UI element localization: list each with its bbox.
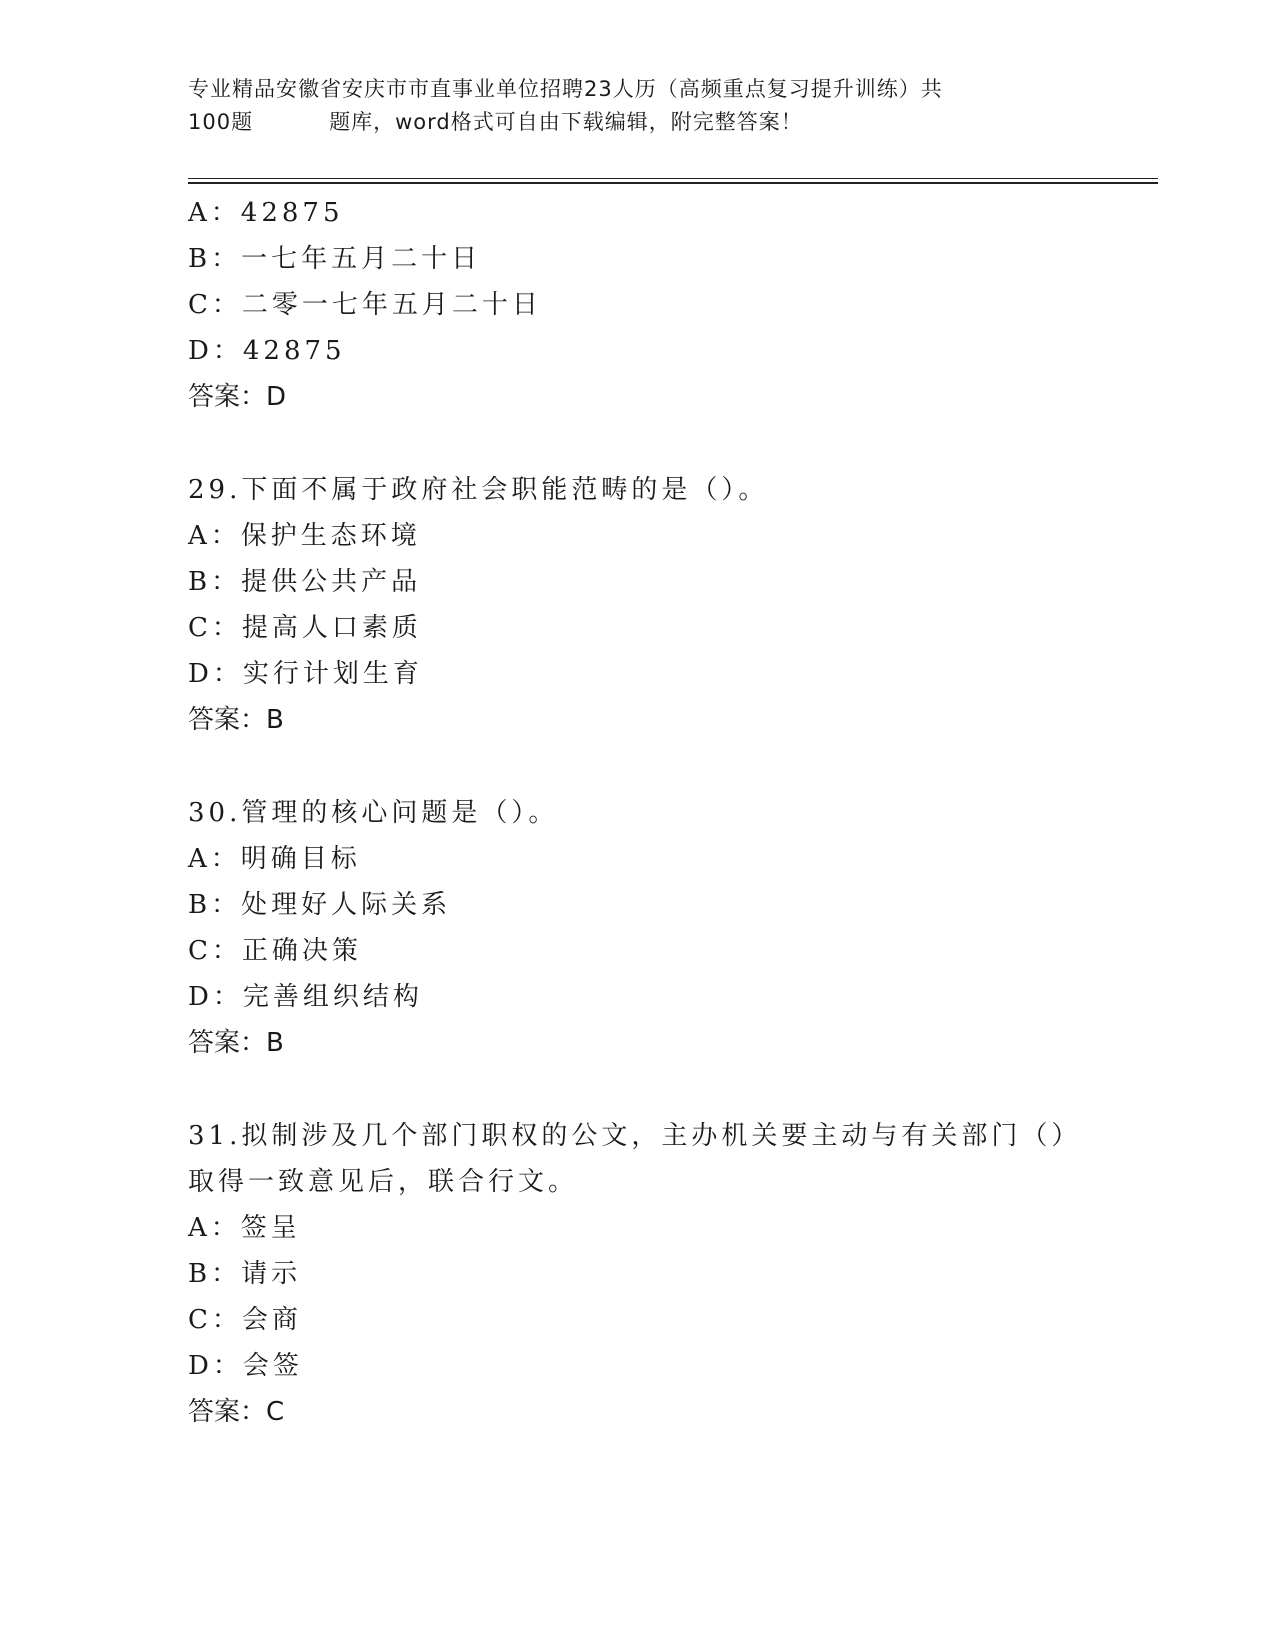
option-b: B：处理好人际关系 xyxy=(188,890,452,920)
header-divider-thin xyxy=(188,178,1158,179)
question-30 xyxy=(188,790,1088,1066)
option-d: D：会签 xyxy=(188,1351,303,1381)
option-c: C：二零一七年五月二十日 xyxy=(188,290,542,320)
header-divider-thick xyxy=(188,182,1158,184)
document-header xyxy=(188,73,1068,139)
option-d: D：实行计划生育 xyxy=(188,659,423,689)
document-body xyxy=(188,190,1088,1435)
answer-line: 答案：B xyxy=(188,1028,284,1058)
option-a: A：42875 xyxy=(188,198,344,228)
answer-line: 答案：D xyxy=(188,382,287,412)
question-31 xyxy=(188,1113,1088,1435)
option-a: A：明确目标 xyxy=(188,844,361,874)
option-b: B：提供公共产品 xyxy=(188,567,422,597)
option-c: C：正确决策 xyxy=(188,936,362,966)
question-29 xyxy=(188,467,1088,743)
lead-option-block xyxy=(188,190,1088,420)
header-line-1: 专业精品安徽省安庆市市直事业单位招聘23人历（高频重点复习提升训练）共 xyxy=(188,77,943,101)
option-b: B：一七年五月二十日 xyxy=(188,244,482,274)
question-stem: 31.拟制涉及几个部门职权的公文，主办机关要主动与有关部门（）取得一致意见后，联合行文。 xyxy=(188,1121,1082,1197)
option-a: A：签呈 xyxy=(188,1213,301,1243)
header-line-2-count: 100题 xyxy=(188,110,254,134)
option-d: D：完善组织结构 xyxy=(188,982,423,1012)
option-c: C：提高人口素质 xyxy=(188,613,422,643)
question-stem: 29.下面不属于政府社会职能范畴的是（）。 xyxy=(188,475,769,505)
answer-line: 答案：C xyxy=(188,1397,285,1427)
option-c: C：会商 xyxy=(188,1305,302,1335)
header-line-2-rest: 题库，word格式可自由下载编辑，附完整答案！ xyxy=(329,110,803,134)
header-line-2 xyxy=(188,106,1068,139)
option-b: B：请示 xyxy=(188,1259,302,1289)
question-stem: 30.管理的核心问题是（）。 xyxy=(188,798,559,828)
option-d: D：42875 xyxy=(188,336,346,366)
answer-line: 答案：B xyxy=(188,705,284,735)
option-a: A：保护生态环境 xyxy=(188,521,421,551)
